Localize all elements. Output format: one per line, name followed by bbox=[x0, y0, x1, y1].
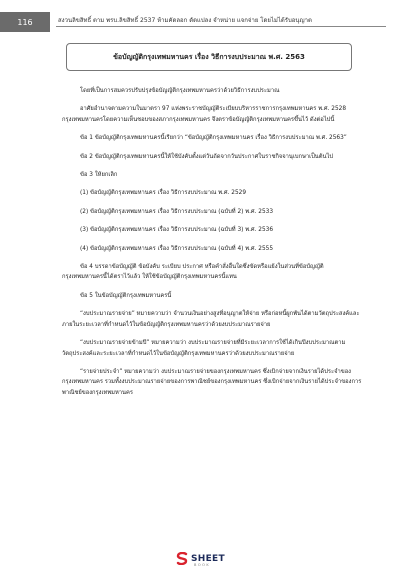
header-divider bbox=[56, 26, 386, 27]
list-item: (4) ข้อบัญญัติกรุงเทพมหานคร เรื่อง วิธีการงบประมาณ (ฉบับที่ 4) พ.ศ. 2555 bbox=[80, 245, 274, 252]
paragraph: ข้อ 3 ให้ยกเลิก bbox=[80, 172, 118, 179]
logo-icon bbox=[176, 552, 188, 565]
paragraph: ข้อ 4 บรรดาข้อบัญญัติ ข้อบังคับ ระเบียบ ประกาศ หรือคำสั่งอื่นใดซึ่งขัดหรือแย้งในส่วนที่ข้อบัญญัติกรุงเทพมหานครนี้ได้ตราไว้แล้ว ให้ใช้ข้อบัญญัติกรุงเทพมหานครนี้แทน bbox=[62, 264, 324, 281]
document-body bbox=[62, 86, 362, 398]
paragraph: ข้อ 2 ข้อบัญญัติกรุงเทพมหานครนี้ให้ใช้บังคับตั้งแต่วันถัดจากวันประกาศในราชกิจจานุเบกษาเป็นต้นไป bbox=[80, 153, 334, 160]
paragraph: ข้อ 5 ในข้อบัญญัติกรุงเทพมหานครนี้ bbox=[80, 292, 172, 299]
paragraph: อาศัยอำนาจตามความในมาตรา 97 แห่งพระราชบัญญัติระเบียบบริหารราชการกรุงเทพมหานคร พ.ศ. 2528 กรุงเทพมหานครโดยความเห็นชอบของสภากรุงเทพมหานคร จึงตราข้อบัญญัติกรุงเทพมหานครขึ้นไว้ ดังต่อไปนี้ bbox=[62, 106, 347, 123]
sheet-logo bbox=[176, 552, 225, 565]
document-title: ข้อบัญญัติกรุงเทพมหานคร เรื่อง วิธีการงบประมาณ พ.ศ. 2563 bbox=[113, 52, 305, 61]
list-item: (3) ข้อบัญญัติกรุงเทพมหานคร เรื่อง วิธีการงบประมาณ (ฉบับที่ 3) พ.ศ. 2536 bbox=[80, 227, 274, 234]
logo-text: SHEET bbox=[191, 553, 225, 564]
list-item: (2) ข้อบัญญัติกรุงเทพมหานคร เรื่อง วิธีการงบประมาณ (ฉบับที่ 2) พ.ศ. 2533 bbox=[80, 208, 274, 215]
logo-subtext: BOOK bbox=[194, 563, 211, 567]
page-number: 116 bbox=[0, 12, 50, 32]
definition: “รายจ่ายประจำ” หมายความว่า งบประมาณรายจ่ายของกรุงเทพมหานคร ซึ่งเบิกจ่ายจากเงินรายได้ประจำของกรุงเทพมหานคร รวมทั้งงบประมาณรายจ่ายของการพาณิชย์ของกรุงเทพมหานคร ซึ่งเบิกจ่ายจากเงินรายได้ประจำของการพาณิชย์ของกรุงเทพมหานคร bbox=[62, 368, 362, 396]
paragraph: ข้อ 1 ข้อบัญญัติกรุงเทพมหานครนี้เรียกว่า “ข้อบัญญัติกรุงเทพมหานคร เรื่อง วิธีการงบประมาณ พ.ศ. 2563” bbox=[80, 135, 347, 142]
title-box bbox=[66, 43, 352, 71]
definition: “งบประมาณรายจ่าย” หมายความว่า จำนวนเงินอย่างสูงที่อนุญาตให้จ่าย หรือก่อหนี้ผูกพันได้ตามวัตถุประสงค์และภายในระยะเวลาที่กำหนดไว้ในข้อบัญญัติกรุงเทพมหานครว่าด้วยงบประมาณรายจ่าย bbox=[62, 311, 360, 328]
list-item: (1) ข้อบัญญัติกรุงเทพมหานคร เรื่อง วิธีการงบประมาณ พ.ศ. 2529 bbox=[80, 190, 247, 197]
definition: “งบประมาณรายจ่ายข้ามปี” หมายความว่า งบประมาณรายจ่ายที่มีระยะเวลาการใช้ได้เกินปีงบประมาณตามวัตถุประสงค์และระยะเวลาที่กำหนดไว้ในข้อบัญญัติกรุงเทพมหานครว่าด้วยงบประมาณรายจ่าย bbox=[62, 340, 346, 357]
paragraph: โดยที่เป็นการสมควรปรับปรุงข้อบัญญัติกรุงเทพมหานครว่าด้วยวิธีการงบประมาณ bbox=[80, 88, 280, 94]
copyright-notice: สงวนลิขสิทธิ์ ตาม พรบ.ลิขสิทธิ์ 2537 ห้ามคัดลอก ดัดแปลง จำหน่าย แจกจ่าย โดยไม่ได้รับอนุญาต bbox=[58, 17, 312, 24]
